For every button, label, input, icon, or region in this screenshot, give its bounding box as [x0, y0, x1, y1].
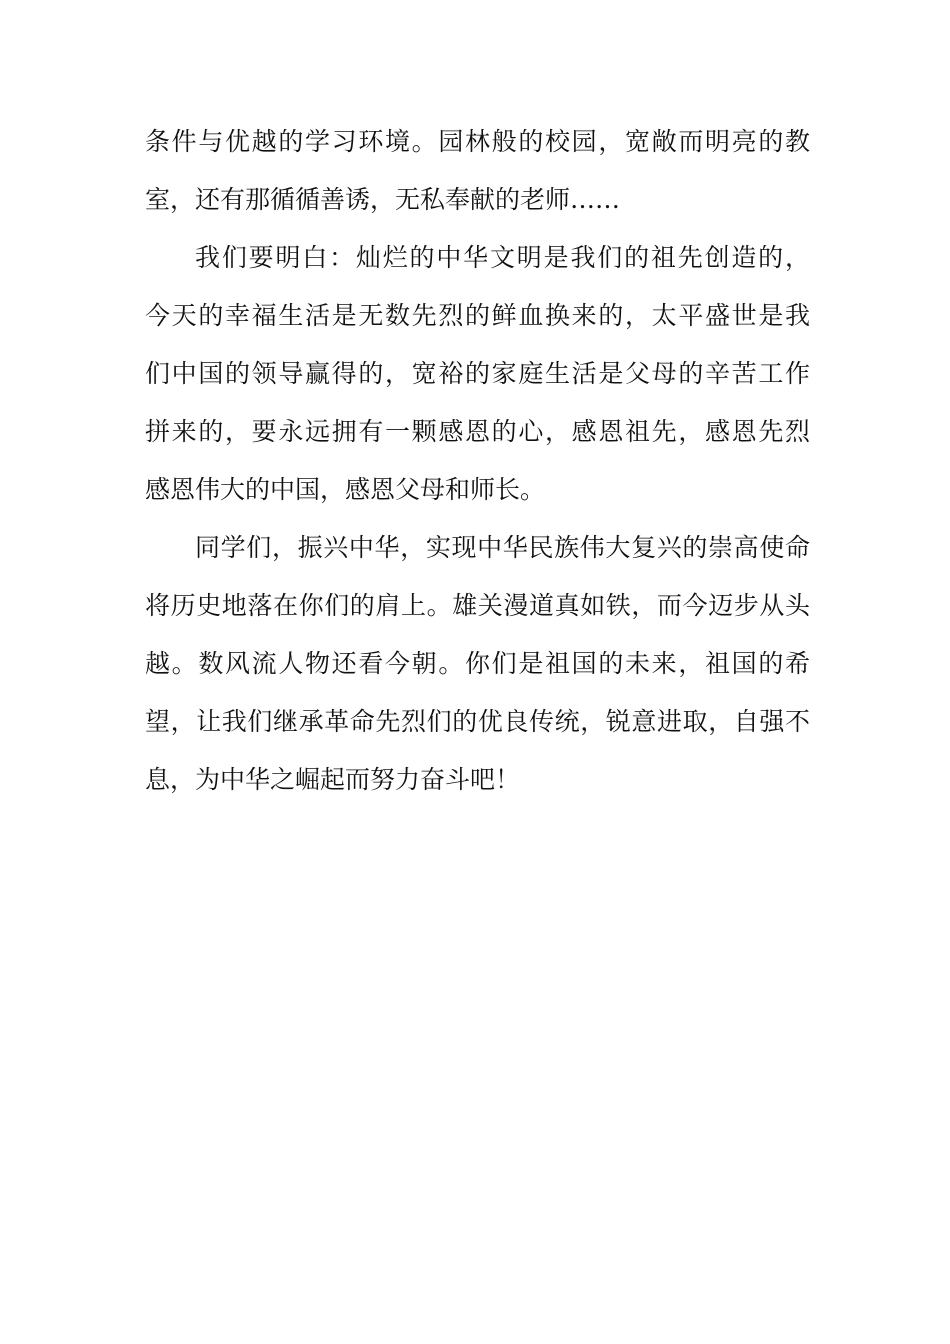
- paragraph-2-line-1: 我们要明白：灿烂的中华文明是我们的祖先创造的，: [195, 243, 810, 272]
- paragraph-1-line-1: 条件与优越的学习环境。园林般的校园，宽敞而明亮的教: [145, 127, 810, 156]
- paragraph-3-line-3: 越。数风流人物还看今朝。你们是祖国的未来，祖国的希: [145, 649, 810, 678]
- paragraph-1-line-2: 室，还有那循循善诱，无私奉献的老师……: [145, 185, 621, 214]
- paragraph-3-line-2: 将历史地落在你们的肩上。雄关漫道真如铁，而今迈步从头: [145, 591, 810, 620]
- paragraph-3-line-4: 望，让我们继承革命先烈们的优良传统，锐意进取，自强不: [145, 707, 810, 736]
- paragraph-2-line-5: 感恩伟大的中国，感恩父母和师长。: [145, 475, 546, 504]
- paragraph-3-line-1: 同学们，振兴中华，实现中华民族伟大复兴的崇高使命: [195, 533, 810, 562]
- paragraph-3-line-5: 息，为中华之崛起而努力奋斗吧！: [145, 765, 521, 794]
- paragraph-2-line-4: 拼来的，要永远拥有一颗感恩的心，感恩祖先，感恩先烈: [145, 417, 810, 446]
- paragraph-2-line-2: 今天的幸福生活是无数先烈的鲜血换来的，太平盛世是我: [145, 301, 810, 330]
- paragraph-2-line-3: 们中国的领导赢得的，宽裕的家庭生活是父母的辛苦工作: [145, 359, 810, 388]
